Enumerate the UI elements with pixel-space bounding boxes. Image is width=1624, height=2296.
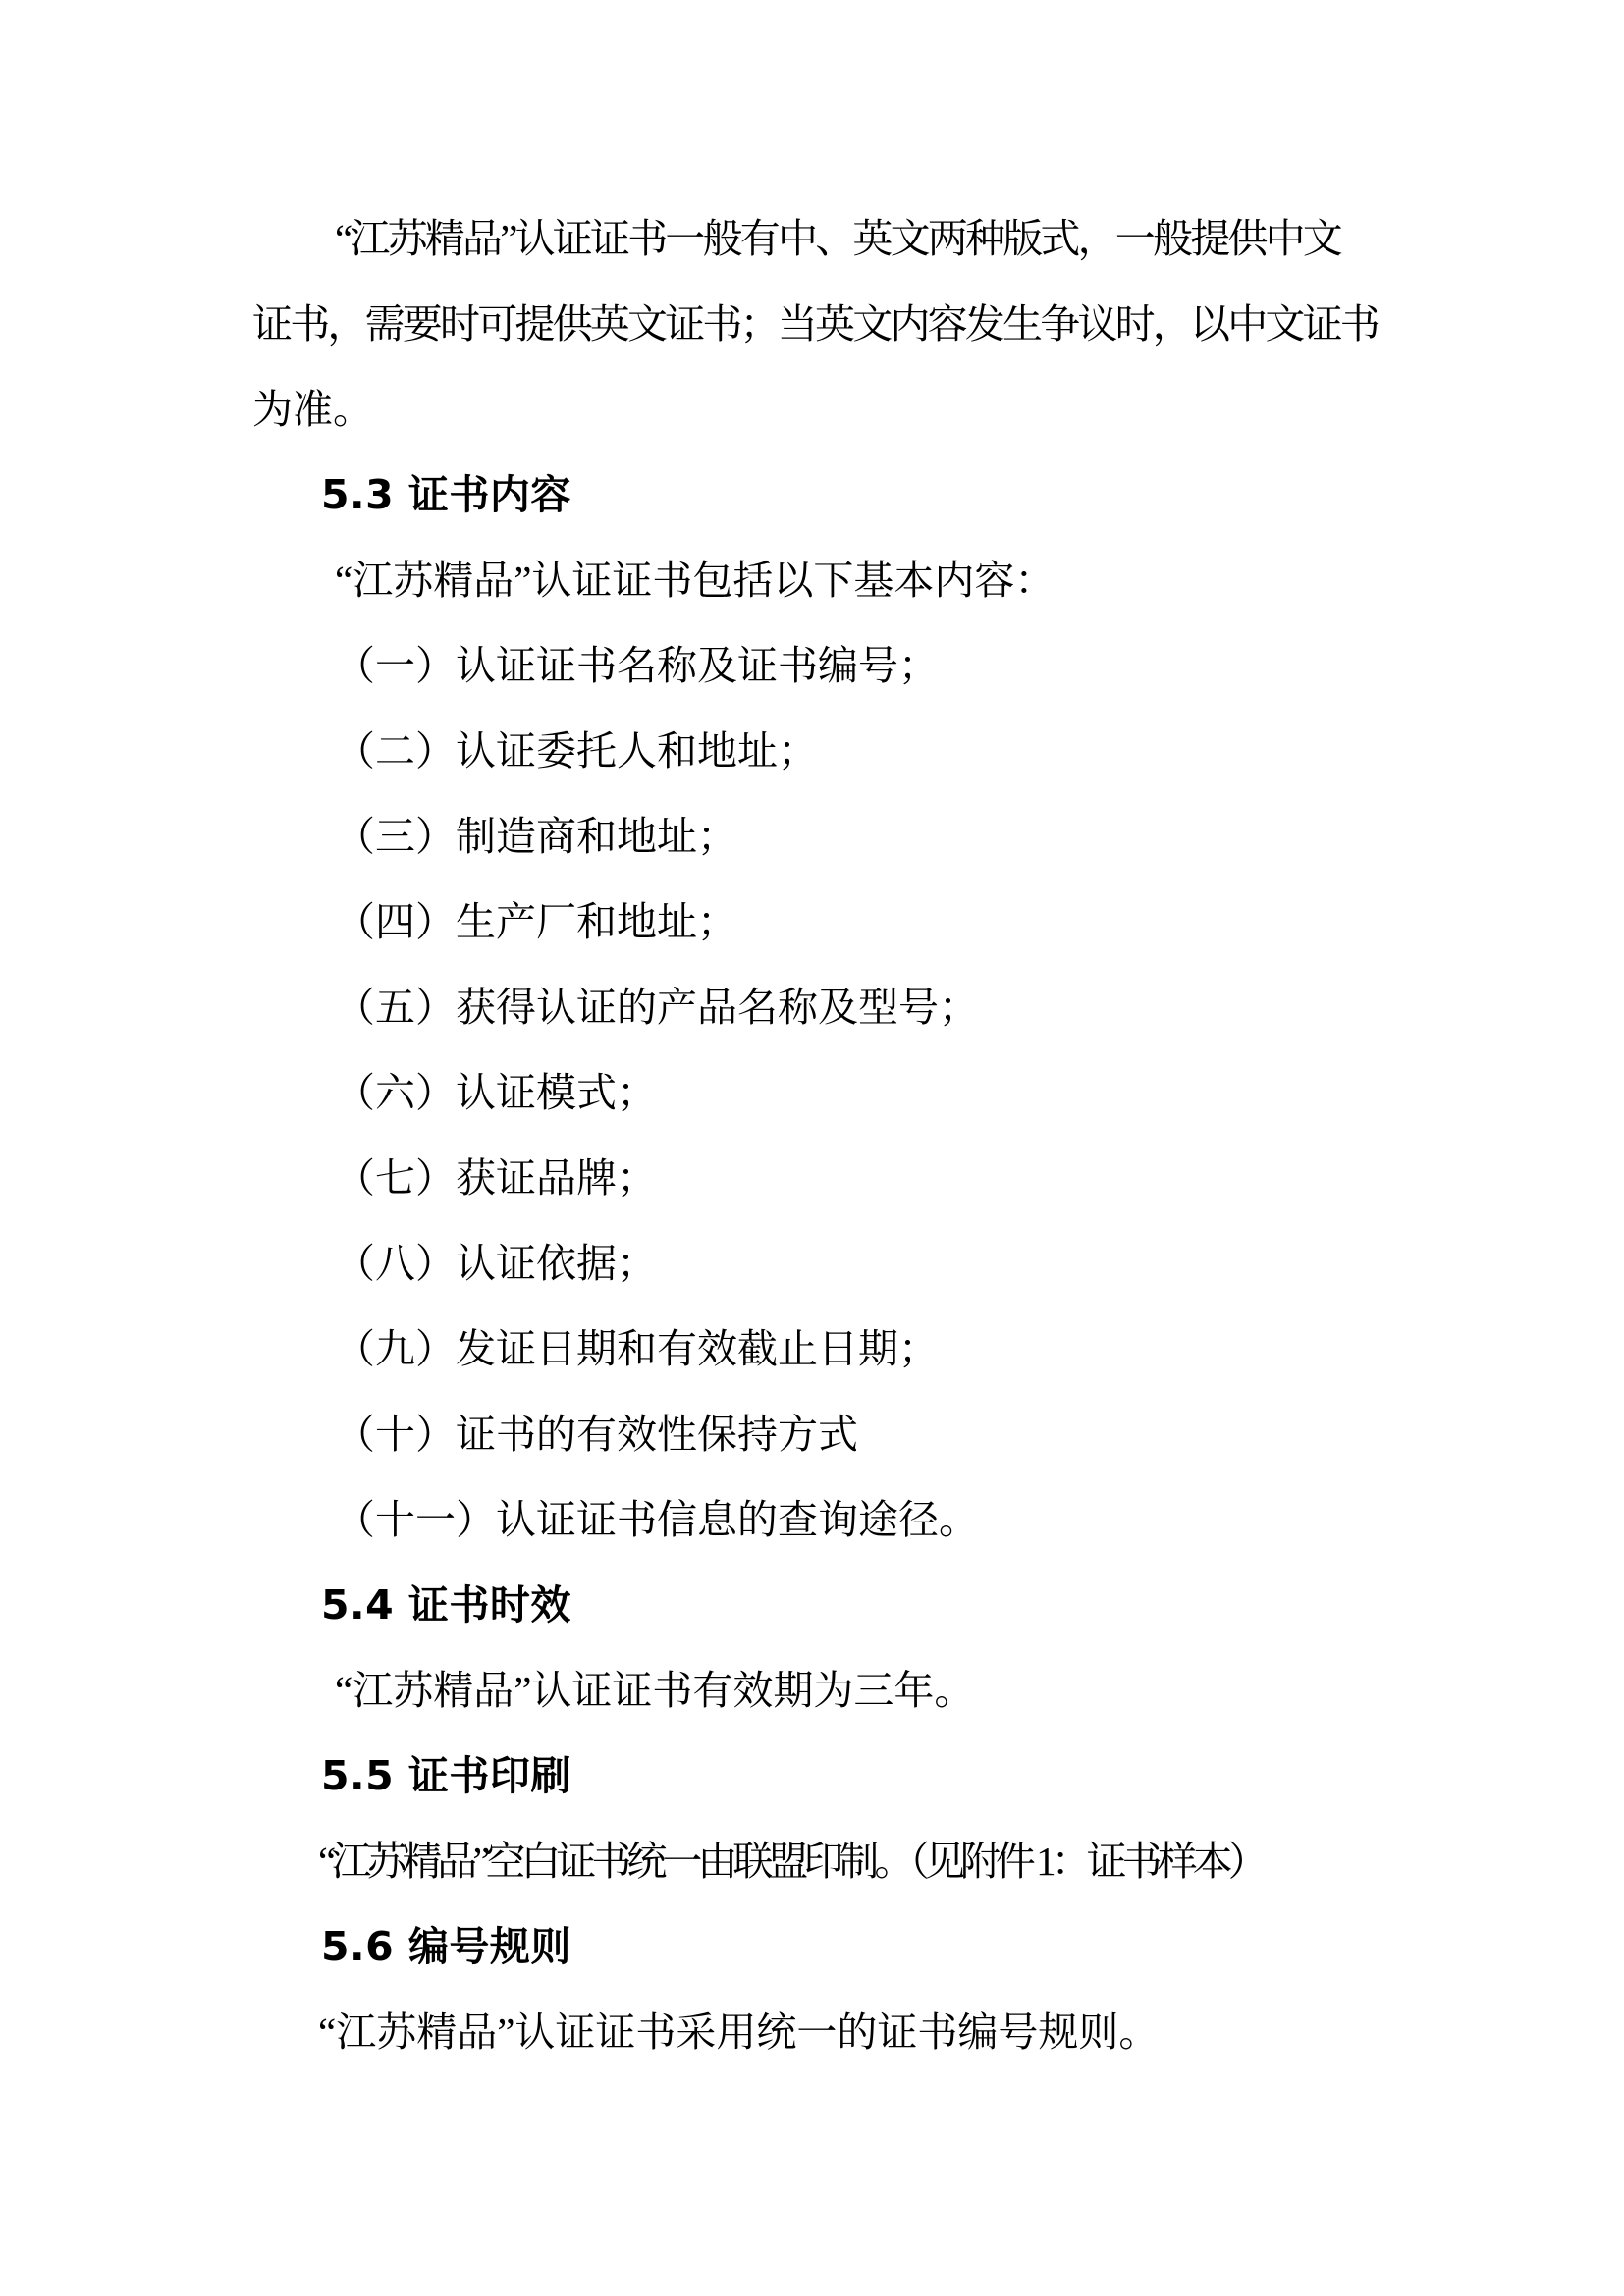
list-item-8: （八）认证依据； bbox=[335, 1241, 657, 1286]
list-item-3: （三）制造商和地址； bbox=[335, 814, 737, 859]
list-item-9: （九）发证日期和有效截止日期； bbox=[335, 1326, 939, 1371]
intro-line-3: 为准。 bbox=[252, 387, 373, 432]
list-item-4: （四）生产厂和地址； bbox=[335, 899, 737, 944]
section-5-3-intro: “江苏精品”认证证书包括以下基本内容： bbox=[335, 558, 1056, 603]
list-item-2: （二）认证委托人和地址； bbox=[335, 728, 818, 774]
section-5-4-heading: 5.4 证书时效 bbox=[321, 1581, 571, 1629]
section-5-6-heading: 5.6 编号规则 bbox=[321, 1923, 571, 1970]
list-item-6: （六）认证模式； bbox=[335, 1070, 657, 1115]
intro-line-1: “江苏精品”认证证书一般有中、英文两种版式，一般提供中文 bbox=[335, 216, 1340, 261]
list-item-11: （十一）认证证书信息的查询途径。 bbox=[335, 1497, 979, 1542]
list-item-1: （一）认证证书名称及证书编号； bbox=[335, 643, 939, 688]
document-content bbox=[252, 196, 1391, 2075]
section-5-3-heading: 5.3 证书内容 bbox=[321, 471, 571, 518]
section-5-4-body: “江苏精品”认证证书有效期为三年。 bbox=[335, 1668, 975, 1713]
section-5-5-body: “江苏精品”空白证书统一由联盟印制。（见附件 1：证书样本） bbox=[318, 1839, 1264, 1884]
list-item-5: （五）获得认证的产品名称及型号； bbox=[335, 985, 979, 1030]
section-5-5-heading: 5.5 证书印刷 bbox=[321, 1752, 571, 1799]
list-item-10: （十）证书的有效性保持方式 bbox=[335, 1412, 858, 1457]
list-item-7: （七）获证品牌； bbox=[335, 1155, 657, 1201]
section-5-6-body: “江苏精品”认证证书采用统一的证书编号规则。 bbox=[318, 2009, 1160, 2055]
intro-line-2: 证书，需要时可提供英文证书；当英文内容发生争议时，以中文证书 bbox=[252, 301, 1378, 347]
